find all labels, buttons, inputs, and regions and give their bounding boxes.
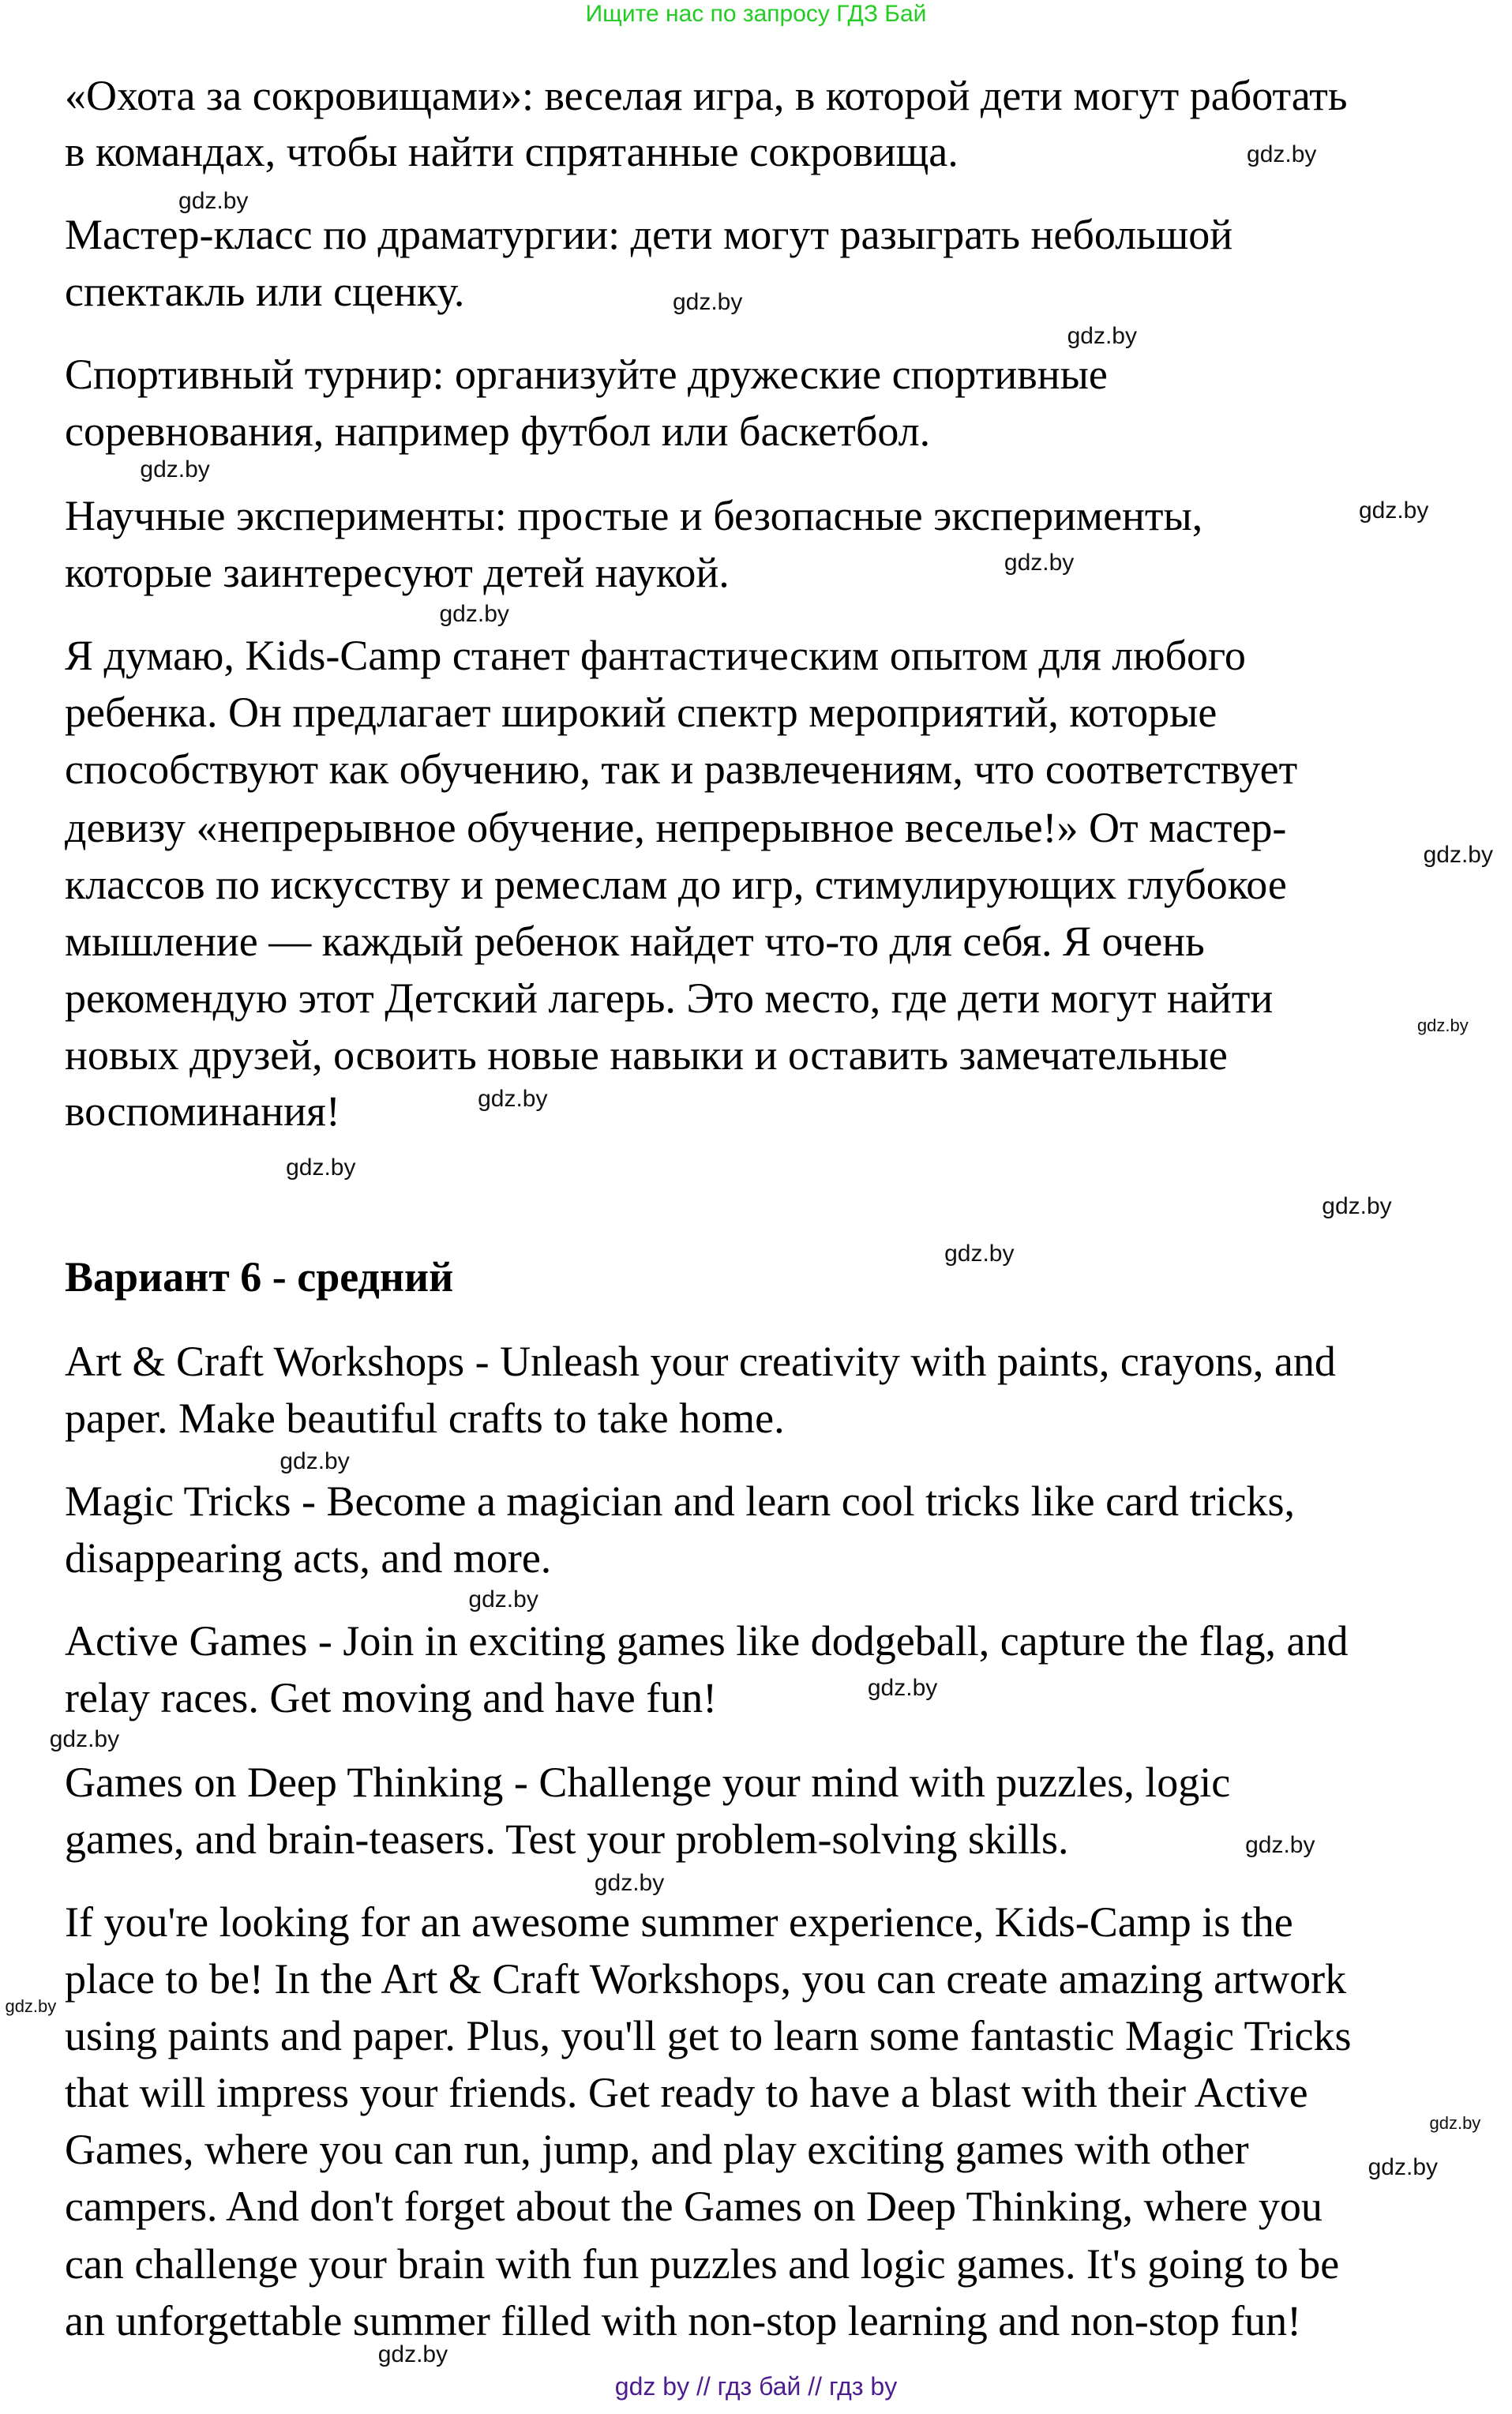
paragraph-line: новых друзей, освоить новые навыки и оставить замечательные (65, 1031, 1228, 1079)
watermark: gdz.by (594, 1870, 665, 1897)
watermark: gdz.by (867, 1675, 938, 1702)
paragraph-line: Art & Craft Workshops - Unleash your creativity with paints, crayons, and (65, 1338, 1336, 1386)
paragraph-line: которые заинтересуют детей наукой. (65, 549, 730, 597)
paragraph-line: paper. Make beautiful crafts to take home. (65, 1395, 785, 1443)
watermark: gdz.by (468, 1586, 538, 1612)
watermark: gdz.by (1067, 322, 1137, 349)
paragraph-line: способствуют как обучению, так и развлечениям, что соответствует (65, 745, 1298, 793)
paragraph-line: классов по искусству и ремеслам до игр, стимулирующих глубокое (65, 860, 1287, 908)
watermark: gdz.by (672, 288, 743, 315)
paragraph-line: an unforgettable summer filled with non-stop learning and non-stop fun! (65, 2297, 1302, 2345)
paragraph-line: спектакль или сценку. (65, 268, 465, 316)
paragraph-line: ребенка. Он предлагает широкий спектр мероприятий, которые (65, 689, 1217, 737)
paragraph-line: Active Games - Join in exciting games like dodgeball, capture the flag, and (65, 1617, 1349, 1665)
watermark: gdz.by (49, 1725, 120, 1752)
paragraph-line: Спортивный турнир: организуйте дружеские спортивные (65, 351, 1108, 399)
paragraph-line: Magic Tricks - Become a magician and learn cool tricks like card tricks, (65, 1477, 1296, 1526)
paragraph-line: воспоминания! (65, 1087, 340, 1136)
watermark: gdz.by (1004, 550, 1075, 576)
watermark: gdz.by (178, 187, 249, 214)
watermark: gdz.by (1245, 1831, 1315, 1858)
watermark: gdz.by (478, 1085, 548, 1112)
watermark: gdz.by (286, 1154, 356, 1181)
paragraph-line: Мастер-класс по драматургии: дети могут разыграть небольшой (65, 211, 1233, 259)
watermark: gdz.by (1423, 841, 1493, 868)
paragraph-line: Games, where you can run, jump, and play exciting games with other (65, 2125, 1249, 2173)
paragraph-line: games, and brain-teasers. Test your problem-solving skills. (65, 1815, 1069, 1863)
watermark: gdz.by (5, 1995, 57, 2016)
watermark: gdz.by (944, 1241, 1015, 1267)
paragraph-line: using paints and paper. Plus, you'll get to learn some fantastic Magic Tricks (65, 2011, 1352, 2059)
watermark: gdz.by (1368, 2153, 1439, 2180)
paragraph-line: рекомендую этот Детский лагерь. Это место, где дети могут найти (65, 974, 1274, 1022)
site-footer-banner: gdz by // гдз бай // гдз by (614, 2372, 898, 2401)
watermark: gdz.by (1358, 497, 1429, 524)
variant-heading: Вариант 6 - средний (65, 1253, 454, 1301)
watermark: gdz.by (140, 456, 210, 482)
watermark: gdz.by (439, 600, 509, 627)
paragraph-line: соревнования, например футбол или баскетбол. (65, 407, 931, 456)
paragraph-line: disappearing acts, and more. (65, 1534, 552, 1582)
paragraph-line: Научные эксперименты: простые и безопасные эксперименты, (65, 492, 1203, 540)
watermark: gdz.by (1429, 2112, 1481, 2133)
paragraph-line: «Охота за сокровищами»: веселая игра, в которой дети могут работать (65, 71, 1348, 119)
paragraph-line: If you're looking for an awesome summer experience, Kids-Camp is the (65, 1898, 1293, 1946)
paragraph-line: that will impress your friends. Get ready to have a blast with their Active (65, 2068, 1308, 2116)
paragraph-line: мышление — каждый ребенок найдет что-то для себя. Я очень (65, 917, 1205, 965)
paragraph-line: campers. And don't forget about the Games on Deep Thinking, where you (65, 2182, 1323, 2230)
paragraph-line: Games on Deep Thinking - Challenge your mind with puzzles, logic (65, 1758, 1231, 1806)
site-header-banner: Ищите нас по запросу ГДЗ Бай (585, 1, 927, 27)
watermark: gdz.by (1247, 141, 1317, 168)
paragraph-line: девизу «непрерывное обучение, непрерывное веселье!» От мастер- (65, 803, 1287, 851)
paragraph-line: relay races. Get moving and have fun! (65, 1674, 718, 1722)
paragraph-line: в командах, чтобы найти спрятанные сокровища. (65, 128, 959, 176)
paragraph-line: can challenge your brain with fun puzzles and logic games. It's going to be (65, 2240, 1340, 2288)
paragraph-line: place to be! In the Art & Craft Workshops, you can create amazing artwork (65, 1954, 1347, 2003)
paragraph-line: Я думаю, Kids-Camp станет фантастическим опытом для любого (65, 632, 1246, 680)
watermark: gdz.by (1322, 1192, 1392, 1219)
watermark: gdz.by (377, 2341, 448, 2368)
watermark: gdz.by (1416, 1015, 1469, 1035)
watermark: gdz.by (280, 1447, 350, 1474)
